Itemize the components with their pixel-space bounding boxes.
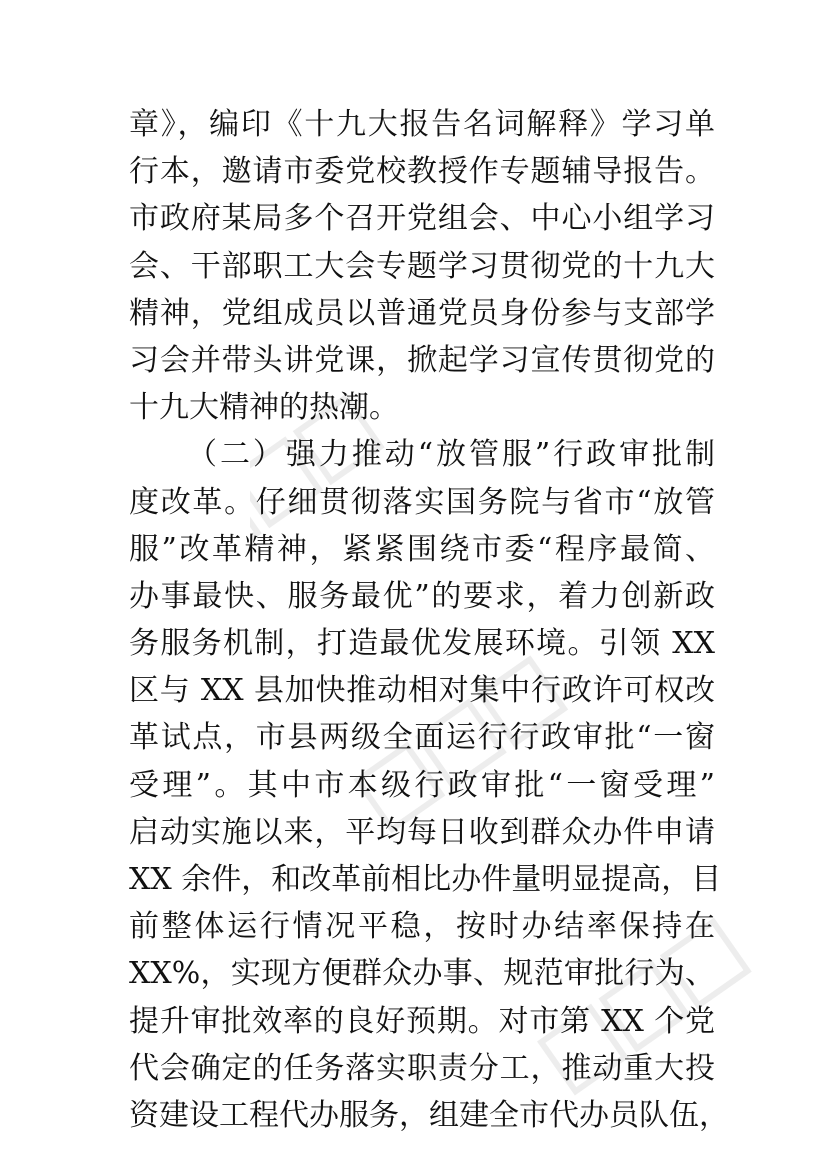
text-line: 度改革。仔细贯彻落实国务院与省市“放管 bbox=[129, 484, 715, 520]
text-line: XX 余件，和改革前相比办件量明显提高，目 bbox=[129, 862, 722, 897]
section-heading-line: （二）强力推动“放管服”行政审批制 bbox=[187, 437, 715, 473]
text-line: 务服务机制，打造最优发展环境。引领 XX bbox=[129, 626, 715, 662]
text-line: 前整体运行情况平稳，按时办结率保持在 bbox=[129, 909, 715, 945]
text-line: 区与 XX 县加快推动相对集中行政许可权改 bbox=[129, 673, 715, 709]
text-line: 启动实施以来，平均每日收到群众办件申请 bbox=[129, 814, 715, 850]
body-text bbox=[129, 101, 729, 1139]
text-line: 服”改革精神，紧紧围绕市委“程序最简、 bbox=[129, 531, 715, 567]
text-line: 代会确定的任务落实职责分工，推动重大投 bbox=[129, 1050, 715, 1086]
text-line: 十九大精神的热潮。 bbox=[129, 390, 399, 426]
text-line: 资建设工程代办服务，组建全市代办员队伍， bbox=[129, 1097, 729, 1133]
text-line: 办事最快、服务最优”的要求，着力创新政 bbox=[129, 578, 715, 614]
text-line: 行本，邀请市委党校教授作专题辅导报告。 bbox=[129, 154, 715, 190]
text-line: 会、干部职工大会专题学习贯彻党的十九大 bbox=[129, 248, 715, 284]
text-line: 精神，党组成员以普通党员身份参与支部学 bbox=[129, 295, 715, 331]
text-line: 受理”。其中市本级行政审批“一窗受理” bbox=[129, 767, 715, 803]
text-line: XX%，实现方便群众办事、规范审批行为、 bbox=[129, 956, 715, 992]
text-line: 提升审批效率的良好预期。对市第 XX 个党 bbox=[129, 1003, 715, 1039]
text-line: 习会并带头讲党课，掀起学习宣传贯彻党的 bbox=[129, 342, 715, 378]
text-line: 市政府某局多个召开党组会、中心小组学习 bbox=[129, 201, 715, 237]
text-line: 革试点，市县两级全面运行行政审批“一窗 bbox=[129, 720, 715, 756]
text-line: 章》，编印《十九大报告名词解释》学习单 bbox=[129, 107, 715, 142]
